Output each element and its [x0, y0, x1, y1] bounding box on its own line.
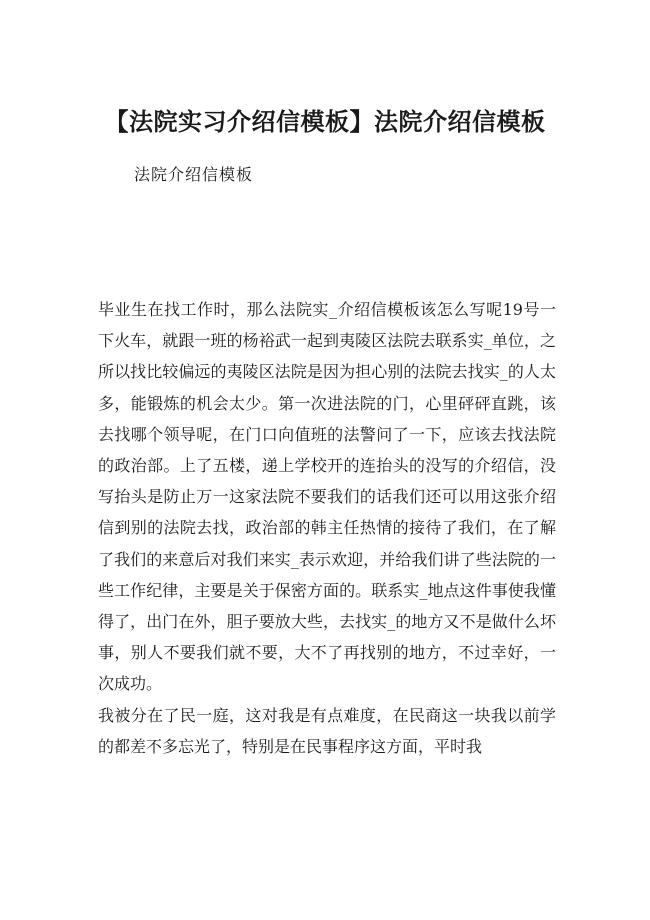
document-body [98, 294, 556, 762]
body-paragraph-2: 我被分在了民一庭，这对我是有点难度，在民商这一块我以前学的都差不多忘光了，特别是在民事程序这方面，平时我 [98, 705, 556, 756]
document-subtitle: 法院介绍信模板 [134, 165, 254, 184]
body-paragraph-1: 毕业生在找工作时，那么法院实_介绍信模板该怎么写呢19号一下火车，就跟一班的杨裕武一起到夷陵区法院去联系实_单位，之所以找比较偏远的夷陵区法院是因为担心别的法院去找实_的人太多，能锻炼的机会太少。第一次进法院的门，心里砰砰直跳，该去找哪个领导呢，在门口向值班的法警问了一下，应该去找法院的政治部。上了五楼，递上学校开的连抬头的没写的介绍信，没写抬头是防止万一这家法院不要我们的话我们还可以用这张介绍信到别的法院去找，政治部的韩主任热情的接待了我们，在了解了我们的来意后对我们来实_表示欢迎，并给我们讲了些法院的一些工作纪律，主要是关于保密方面的。联系实_地点这件事使我懂得了，出门在外，胆子要放大些，去找实_的地方又不是做什么坏事，别人不要我们就不要，大不了再找别的地方，不过幸好，一次成功。 [98, 300, 556, 694]
document-title: 【法院实习介绍信模板】法院介绍信模板 [104, 108, 546, 136]
